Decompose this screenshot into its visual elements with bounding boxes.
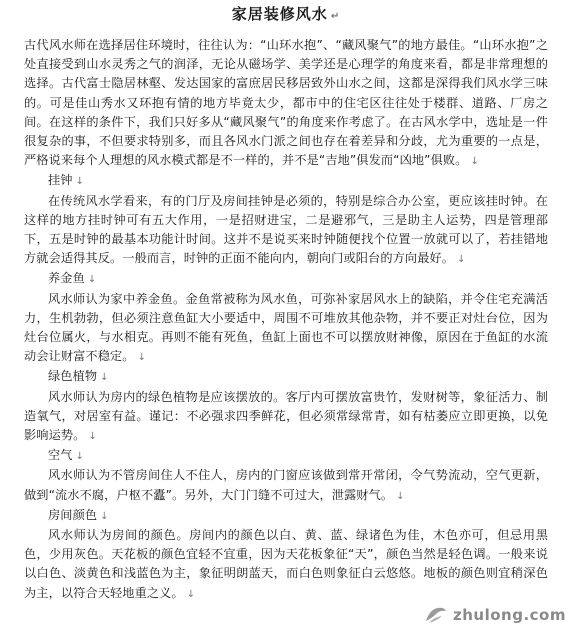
paragraph-mark: ↓ [88, 431, 97, 443]
paragraph-mark: ↓ [186, 588, 196, 600]
section-heading-plants [24, 367, 548, 387]
intro-text: 古代风水师在选择居住环境时，往往认为：“山环水抱”、“藏风聚气”的地方最佳。“山环水抱”之处直接受到山水灵秀之气的润泽，无论从磁场学、美学还是心理学的角度来看，都是非常理想的选择。古代富士隐居林壑、发达国家的富庶居民移居致外山水之间，这都是深得我们风水学三味的。可是佳山秀水又环抱有情的地方毕竟太少，都市中的住宅区往往处于楼群、道路、厂房之间。在这样的条件下，我们只好多从“藏风聚气”的角度来作考虑了。在古风水学中，选址是一件很复杂的事，不但要求特别多，而且各风水门派之间也存在着差异和分歧，尤为重要的一点是，严格说来每个人理想的风水模式都是不一样的，并不是“吉地”俱发而“凶地”俱败。 [24, 38, 548, 168]
section-heading-air [24, 446, 548, 466]
section-heading-text: 挂钟 [48, 173, 73, 188]
zhulong-watermark [424, 605, 566, 625]
paragraph-mark: ↓ [75, 451, 85, 463]
section-heading-goldfish [24, 269, 548, 289]
section-paragraph-clock [24, 192, 548, 270]
section-heading-text: 绿色植物 [48, 369, 98, 384]
document-body [24, 36, 548, 604]
section-text: 风水师认为房间的颜色。房间内的颜色以白、黄、蓝、绿诸色为佳，木色亦可，但忌用黑色，少用灰色。天花板的颜色宜轻不宜重，因为天花板象征“天”，颜色当然是轻色调。一般来说以白色、淡黄色和浅蓝色为主，象征明朗蓝天，而白色则象征白云悠悠。地板的颜色则宜稍深色为主，以符合天轻地重之义。 [24, 528, 548, 600]
title-mark: ↵ [330, 11, 341, 22]
section-heading-text: 房间颜色 [48, 507, 98, 522]
section-text: 风水师认为房内的绿色植物是应该摆放的。客厅内可摆放富贵竹，发财树等，象征活力、制造氧气，对居室有益。谨记：不必强求四季鲜花，但必须常绿常青，如有枯萎应立即更换，以免影响运势。 [24, 389, 548, 443]
paragraph-mark: ↓ [470, 156, 479, 168]
document-title [0, 3, 572, 28]
section-heading-clock [24, 171, 548, 191]
intro-paragraph [24, 36, 548, 171]
section-text: 在传统风水学看来，有的门厅及房间挂钟是必须的，特别是综合办公室，更应该挂时钟。在这样的地方挂时钟可有五大作用，一是招财进宝，二是避邪气，三是助主人运势，四是管理部下，五是时钟的最基本功能计时间。这并不是说买来时钟随便找个位置一放就可以了，若挂错地方就会适得其反。一般而言，时钟的正面不能向内，朝向门或阳台的方向最好。 [24, 193, 548, 266]
section-paragraph-room-color [24, 526, 548, 604]
paragraph-mark: ↓ [137, 352, 147, 364]
zhulong-logo-icon [424, 605, 448, 625]
section-heading-text: 空气 [48, 448, 73, 463]
section-paragraph-plants [24, 388, 548, 447]
section-text: 风水师认为不管房间住人不住人，房内的门窗应该做到常开常闭，令气势流动，空气更新，做到“流水不腐，户枢不蠹”。另外，大门门缝不可过大，泄露财气。 [24, 468, 548, 502]
watermark-text: zhulong.com [453, 606, 566, 624]
section-heading-room-color [24, 506, 548, 526]
title-text: 家居装修风水 [231, 5, 328, 23]
section-paragraph-goldfish [24, 290, 548, 368]
paragraph-mark: ↓ [100, 372, 109, 384]
paragraph-mark: ↓ [75, 176, 85, 188]
section-heading-text: 养金鱼 [48, 271, 85, 286]
section-text: 风水师认为家中养金鱼。金鱼常被称为风水鱼，可弥补家居风水上的缺陷，并令住宅充满活力，生机勃勃，但必须注意鱼缸大小要适中，周围不可堆放其他杂物，并不要正对灶台位，因为灶台位属火，与水相克。再则不能有死鱼，鱼缸上面也不可以摆放财神像，原因在于鱼缸的水流动会让财富不稳定。 [24, 291, 548, 364]
paragraph-mark: ↓ [396, 490, 405, 502]
paragraph-mark: ↓ [87, 274, 97, 286]
paragraph-mark: ↓ [100, 510, 109, 522]
paragraph-mark: ↓ [457, 254, 466, 266]
section-paragraph-air [24, 466, 548, 505]
